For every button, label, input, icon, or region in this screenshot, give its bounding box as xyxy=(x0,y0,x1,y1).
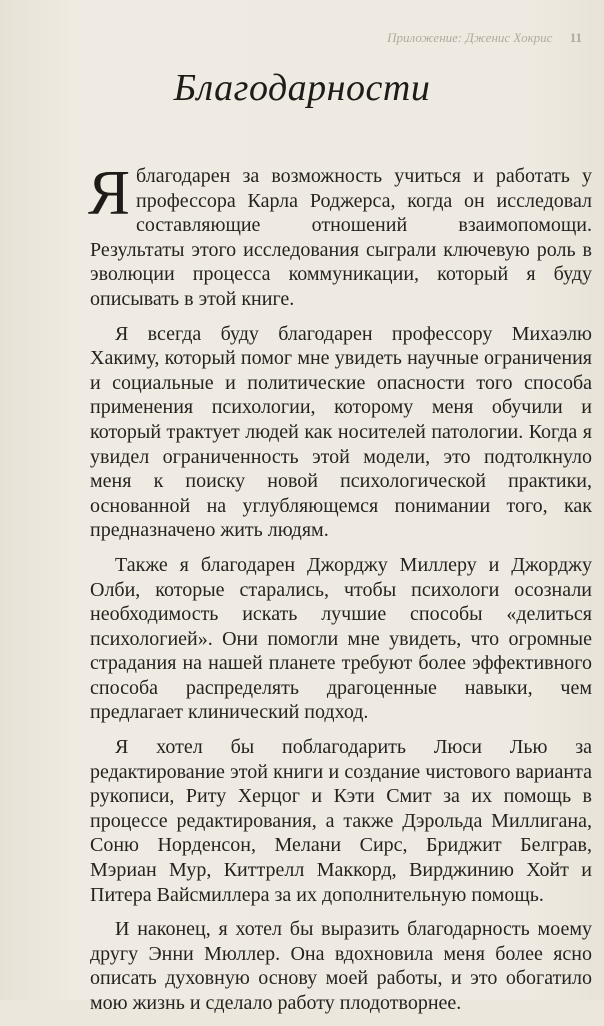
running-head xyxy=(387,30,582,46)
body-text xyxy=(88,158,592,1026)
paragraph-5: И наконец, я хотел бы выразить благодарность моему другу Энни Мюллер. Она вдохновила меня более ясно описать духовную основу моей работы, и это обогатило мою жизнь и сделало работу плодотворнее. xyxy=(90,918,592,1014)
paragraph-1-text: благодарен за возможность учиться и работать у профессора Карла Роджерса, когда он исследовал составляющие отношений взаимопомощи. Результаты этого исследования сыграли ключевую роль в эволюции процесса коммуникации, который я буду описывать в этой книге. xyxy=(90,165,592,310)
paragraph-2: Я всегда буду благодарен профессору Михаэлю Хакиму, который помог мне увидеть научные ограничения и социальные и политические опасности того способа применения психологии, которому меня обучили и который трактует людей как носителей патологии. Когда я увидел ограниченность этой модели, это подтолкнуло меня к поиску новой психологической практики, основанной на углубляющемся понимании того, как предназначено жить людям. xyxy=(90,322,592,542)
page-number: 11 xyxy=(569,30,582,45)
running-head-text: Приложение: Дженис Хокрис xyxy=(387,30,553,45)
drop-cap: Я xyxy=(88,158,131,228)
page-title: Благодарности xyxy=(173,67,431,109)
paragraph-1 xyxy=(88,158,592,312)
paragraph-3: Также я благодарен Джорджу Миллеру и Джорджу Олби, которые старались, чтобы психологи осознали необходимость искать лучшие способы «делиться психологией». Они помогли мне увидеть, что огромные страдания на нашей планете требуют более эффективного способа распределять драгоценные навыки, чем предлагает клинический подход. xyxy=(90,553,592,724)
paragraph-4: Я хотел бы поблагодарить Люси Лью за редактирование этой книги и создание чистового варианта рукописи, Риту Херцог и Кэти Смит за их помощь в процессе редактирования, а также Дэрольда Миллигана, Соню Норденсон, Мелани Сирс, Бриджит Белграв, Мэриан Мур, Киттрелл Маккорд, Вирджинию Хойт и Питера Вайсмиллера за их дополнительную помощь. xyxy=(90,736,592,906)
